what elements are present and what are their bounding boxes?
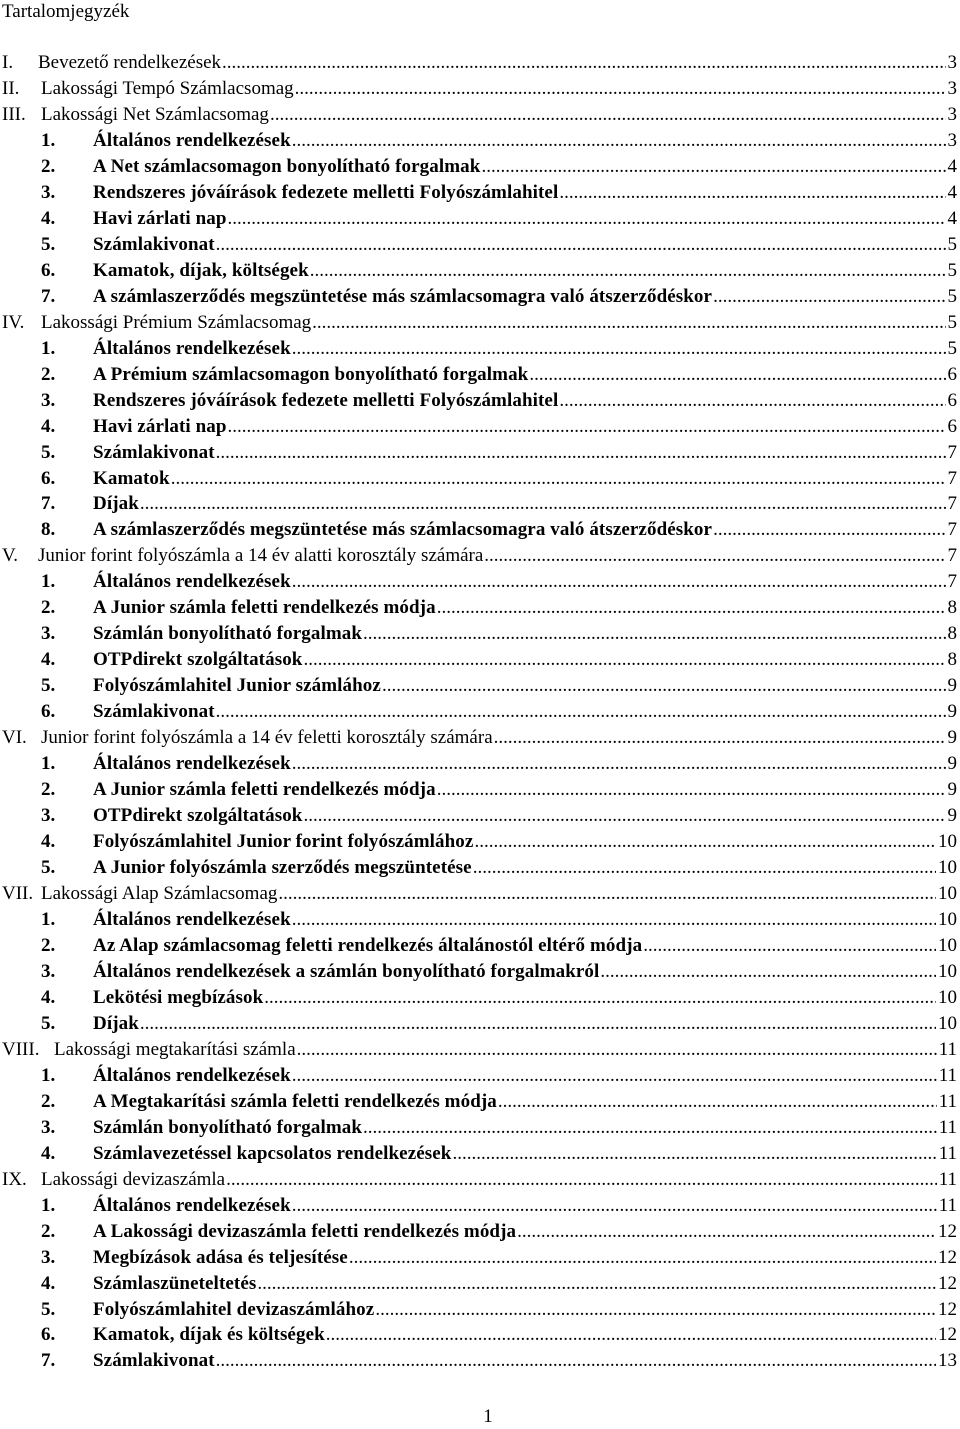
toc-entry-title: Lakossági megtakarítási számla [54, 1038, 296, 1060]
toc-entry-page: 11 [938, 1194, 957, 1216]
toc-entry-number: 3. [41, 1116, 56, 1138]
toc-entry-page: 4 [947, 155, 957, 177]
toc-entry-title: Havi zárlati nap [93, 415, 227, 437]
toc-entry-page: 11 [938, 1038, 957, 1060]
toc-entry-page: 6 [947, 389, 957, 411]
toc-section-entry[interactable] [0, 466, 960, 492]
toc-entry-number: 3. [41, 181, 56, 203]
toc-chapter-entry[interactable] [0, 725, 960, 751]
toc-entry-page: 11 [938, 1142, 957, 1164]
toc-entry-page: 10 [938, 1012, 957, 1034]
toc-entry-title: A Junior számla feletti rendelkezés módja [93, 779, 436, 801]
toc-dot-leader [363, 1115, 937, 1141]
toc-section-entry[interactable] [0, 803, 960, 829]
toc-entry-page: 7 [947, 467, 957, 489]
toc-entry-page: 7 [947, 519, 957, 541]
toc-dot-leader [349, 1245, 936, 1271]
toc-entry-title: A Megtakarítási számla feletti rendelkezés módja [93, 1090, 497, 1112]
toc-entry-title: Rendszeres jóváírások fedezete melletti Folyószámlahitel [93, 389, 559, 411]
toc-entry-page: 8 [947, 623, 957, 645]
toc-entry-title: A Net számlacsomagon bonyolítható forgalmak [93, 155, 481, 177]
toc-entry-number: 4. [41, 986, 56, 1008]
toc-dot-leader [643, 933, 936, 959]
toc-dot-leader [474, 829, 936, 855]
toc-entry-number: 7. [41, 493, 56, 515]
toc-entry-number: III. [2, 103, 26, 125]
toc-entry-page: 9 [947, 727, 957, 749]
toc-section-entry[interactable] [0, 1297, 960, 1323]
toc-entry-number: 4. [41, 831, 56, 853]
toc-entry-title: Az Alap számlacsomag feletti rendelkezés általánostól eltérő módja [93, 934, 643, 956]
toc-entry-number: V. [2, 545, 19, 567]
toc-section-entry[interactable] [0, 491, 960, 517]
toc-entry-page: 3 [947, 77, 957, 99]
toc-entry-number: 3. [41, 389, 56, 411]
toc-dot-leader [437, 777, 946, 803]
toc-entry-number: II. [2, 77, 20, 99]
toc-section-entry[interactable] [0, 621, 960, 647]
toc-dot-leader [529, 362, 945, 388]
toc-entry-number: 4. [41, 207, 56, 229]
toc-entry-page: 12 [938, 1298, 957, 1320]
page-title: Tartalomjegyzék [2, 1, 130, 22]
toc-entry-title: Lekötési megbízások [93, 986, 264, 1008]
toc-entry-title: Számlaszüneteltetés [93, 1272, 257, 1294]
toc-entry-number: 1. [41, 753, 56, 775]
toc-section-entry[interactable] [0, 1348, 960, 1374]
toc-dot-leader [292, 751, 946, 777]
toc-entry-title: Folyószámlahitel Junior forint folyószámlához [93, 831, 474, 853]
toc-dot-leader [278, 881, 936, 907]
toc-entry-title: Kamatok [93, 467, 170, 489]
toc-section-entry[interactable] [0, 699, 960, 725]
toc-section-entry[interactable] [0, 855, 960, 881]
toc-section-entry[interactable] [0, 647, 960, 673]
toc-entry-title: Számlavezetéssel kapcsolatos rendelkezések [93, 1142, 452, 1164]
toc-entry-number: 1. [41, 129, 56, 151]
toc-entry-page: 13 [938, 1350, 957, 1372]
toc-dot-leader [226, 1167, 937, 1193]
toc-dot-leader [292, 1193, 937, 1219]
page-number: 1 [483, 1406, 493, 1427]
toc-chapter-entry[interactable] [0, 310, 960, 336]
toc-entry-number: 6. [41, 701, 56, 723]
toc-entry-title: Díjak [93, 1012, 139, 1034]
toc-entry-title: Általános rendelkezések [93, 908, 291, 930]
toc-entry-title: Díjak [93, 493, 139, 515]
toc-dot-leader [297, 1037, 937, 1063]
toc-dot-leader [216, 232, 946, 258]
toc-entry-number: 7. [41, 1350, 56, 1372]
toc-section-entry[interactable] [0, 414, 960, 440]
toc-entry-title: Kamatok, díjak és költségek [93, 1324, 325, 1346]
toc-entry-title: A Junior számla feletti rendelkezés módja [93, 597, 436, 619]
toc-entry-number: 2. [41, 1090, 56, 1112]
toc-entry-number: 1. [41, 1064, 56, 1086]
toc-entry-title: Havi zárlati nap [93, 207, 227, 229]
toc-entry-page: 7 [947, 571, 957, 593]
toc-dot-leader [452, 1141, 936, 1167]
toc-dot-leader [600, 959, 936, 985]
toc-entry-title: Junior forint folyószámla a 14 év alatti korosztály számára [38, 545, 484, 567]
toc-entry-number: 5. [41, 1012, 56, 1034]
toc-entry-title: Számlakivonat [93, 233, 215, 255]
toc-entry-page: 5 [947, 311, 957, 333]
toc-entry-number: 1. [41, 908, 56, 930]
toc-dot-leader [216, 440, 946, 466]
toc-dot-leader [216, 699, 946, 725]
toc-entry-number: 3. [41, 1246, 56, 1268]
toc-entry-page: 12 [938, 1324, 957, 1346]
toc-section-entry[interactable] [0, 1011, 960, 1037]
toc-dot-leader [216, 1348, 936, 1374]
toc-section-entry[interactable] [0, 232, 960, 258]
toc-section-entry[interactable] [0, 595, 960, 621]
toc-section-entry[interactable] [0, 1271, 960, 1297]
toc-entry-title: A számlaszerződés megszüntetése más számlacsomagra való átszerződéskor [93, 519, 713, 541]
toc-entry-title: Folyószámlahitel devizaszámlához [93, 1298, 375, 1320]
toc-entry-number: 6. [41, 1324, 56, 1346]
toc-section-entry[interactable] [0, 206, 960, 232]
toc-section-entry[interactable] [0, 777, 960, 803]
toc-chapter-entry[interactable] [0, 543, 960, 569]
toc-entry-title: Általános rendelkezések [93, 1064, 291, 1086]
toc-entry-title: Számlakivonat [93, 1350, 215, 1372]
toc-entry-number: 2. [41, 779, 56, 801]
table-of-contents [0, 50, 960, 1374]
toc-section-entry[interactable] [0, 258, 960, 284]
toc-section-entry[interactable] [0, 440, 960, 466]
toc-entry-title: Lakossági Tempó Számlacsomag [41, 77, 294, 99]
toc-entry-page: 6 [947, 363, 957, 385]
toc-entry-page: 7 [947, 441, 957, 463]
toc-entry-page: 12 [938, 1272, 957, 1294]
toc-entry-page: 7 [947, 493, 957, 515]
toc-entry-title: Bevezető rendelkezések [38, 52, 222, 73]
toc-entry-number: 2. [41, 934, 56, 956]
toc-entry-number: 2. [41, 363, 56, 385]
toc-dot-leader [473, 855, 936, 881]
toc-entry-title: A Junior folyószámla szerződés megszüntetése [93, 857, 472, 879]
toc-chapter-entry[interactable] [0, 881, 960, 907]
toc-dot-leader [437, 595, 946, 621]
toc-entry-page: 6 [947, 415, 957, 437]
toc-entry-title: Számlakivonat [93, 701, 215, 723]
toc-section-entry[interactable] [0, 284, 960, 310]
toc-entry-number: 1. [41, 571, 56, 593]
toc-entry-title: Lakossági Prémium Számlacsomag [41, 311, 312, 333]
toc-entry-number: I. [2, 52, 14, 73]
toc-entry-title: Általános rendelkezések [93, 337, 291, 359]
toc-entry-title: OTPdirekt szolgáltatások [93, 805, 303, 827]
toc-dot-leader [363, 621, 945, 647]
toc-entry-number: 2. [41, 155, 56, 177]
toc-section-entry[interactable] [0, 1115, 960, 1141]
toc-entry-title: Megbízások adása és teljesítése [93, 1246, 348, 1268]
toc-dot-leader [498, 1089, 937, 1115]
toc-dot-leader [517, 1219, 936, 1245]
toc-entry-number: VI. [2, 727, 27, 749]
toc-section-entry[interactable] [0, 180, 960, 206]
toc-section-entry[interactable] [0, 154, 960, 180]
toc-entry-title: Rendszeres jóváírások fedezete melletti Folyószámlahitel [93, 181, 559, 203]
toc-section-entry[interactable] [0, 1089, 960, 1115]
toc-entry-title: Általános rendelkezések [93, 129, 291, 151]
toc-section-entry[interactable] [0, 907, 960, 933]
toc-section-entry[interactable] [0, 569, 960, 595]
toc-entry-title: A Lakossági devizaszámla feletti rendelkezés módja [93, 1220, 517, 1242]
toc-section-entry[interactable] [0, 517, 960, 543]
toc-section-entry[interactable] [0, 1245, 960, 1271]
toc-entry-title: Számlakivonat [93, 441, 215, 463]
toc-entry-page: 10 [938, 934, 957, 956]
toc-entry-number: 2. [41, 597, 56, 619]
toc-entry-page: 9 [947, 753, 957, 775]
toc-entry-number: 6. [41, 259, 56, 281]
toc-section-entry[interactable] [0, 829, 960, 855]
toc-entry-page: 8 [947, 597, 957, 619]
toc-section-entry[interactable] [0, 128, 960, 154]
toc-entry-number: 4. [41, 649, 56, 671]
toc-entry-page: 5 [947, 233, 957, 255]
toc-dot-leader [310, 258, 946, 284]
toc-entry-page: 3 [947, 103, 957, 125]
toc-entry-page: 3 [947, 129, 957, 151]
toc-entry-page: 10 [938, 908, 957, 930]
toc-entry-page: 10 [938, 883, 957, 904]
toc-section-entry[interactable] [0, 751, 960, 777]
toc-entry-number: 1. [41, 337, 56, 359]
toc-dot-leader [228, 414, 946, 440]
toc-section-entry[interactable] [0, 336, 960, 362]
toc-dot-leader [713, 517, 945, 543]
toc-entry-number: IV. [2, 311, 25, 333]
toc-dot-leader [375, 1297, 936, 1323]
toc-entry-number: 1. [41, 1194, 56, 1216]
toc-chapter-entry[interactable] [0, 76, 960, 102]
toc-section-entry[interactable] [0, 933, 960, 959]
toc-dot-leader [484, 543, 945, 569]
toc-dot-leader [140, 491, 946, 517]
toc-dot-leader [270, 102, 946, 128]
toc-entry-page: 11 [938, 1168, 957, 1190]
toc-entry-page: 9 [947, 805, 957, 827]
toc-chapter-entry[interactable] [0, 1167, 960, 1193]
toc-entry-number: 2. [41, 1220, 56, 1242]
toc-dot-leader [295, 76, 946, 102]
toc-entry-number: 5. [41, 233, 56, 255]
toc-entry-number: 8. [41, 519, 56, 541]
toc-entry-number: VIII. [2, 1038, 40, 1060]
toc-entry-number: 7. [41, 285, 56, 307]
toc-section-entry[interactable] [0, 985, 960, 1011]
toc-dot-leader [713, 284, 945, 310]
toc-dot-leader [257, 1271, 936, 1297]
toc-dot-leader [292, 1063, 937, 1089]
toc-entry-page: 12 [938, 1246, 957, 1268]
toc-entry-page: 10 [938, 831, 957, 853]
toc-dot-leader [292, 336, 946, 362]
toc-entry-page: 8 [947, 649, 957, 671]
toc-entry-title: Számlán bonyolítható forgalmak [93, 623, 363, 645]
toc-entry-number: 3. [41, 805, 56, 827]
toc-section-entry[interactable] [0, 1063, 960, 1089]
toc-section-entry[interactable] [0, 362, 960, 388]
toc-entry-page: 9 [947, 779, 957, 801]
toc-entry-number: 3. [41, 623, 56, 645]
toc-entry-page: 11 [938, 1090, 957, 1112]
toc-entry-title: Kamatok, díjak, költségek [93, 259, 309, 281]
toc-entry-title: Lakossági Alap Számlacsomag [41, 883, 278, 904]
toc-dot-leader [292, 907, 936, 933]
toc-chapter-entry[interactable] [0, 50, 960, 76]
toc-entry-title: Általános rendelkezések [93, 753, 291, 775]
toc-entry-number: IX. [2, 1168, 27, 1190]
toc-entry-title: A számlaszerződés megszüntetése más számlacsomagra való átszerződéskor [93, 285, 713, 307]
toc-entry-number: 4. [41, 415, 56, 437]
toc-chapter-entry[interactable] [0, 1037, 960, 1063]
toc-entry-page: 12 [938, 1220, 957, 1242]
toc-entry-page: 5 [947, 285, 957, 307]
toc-entry-title: Folyószámlahitel Junior számlához [93, 675, 381, 697]
toc-dot-leader [312, 310, 945, 336]
toc-dot-leader [292, 569, 946, 595]
toc-entry-title: OTPdirekt szolgáltatások [93, 649, 303, 671]
toc-entry-number: 5. [41, 441, 56, 463]
toc-section-entry[interactable] [0, 1322, 960, 1348]
toc-dot-leader [292, 128, 946, 154]
toc-entry-title: Lakossági Net Számlacsomag [41, 103, 269, 125]
toc-dot-leader [382, 673, 946, 699]
toc-dot-leader [559, 180, 945, 206]
toc-dot-leader [222, 50, 945, 76]
toc-section-entry[interactable] [0, 673, 960, 699]
toc-entry-title: Általános rendelkezések a számlán bonyolítható forgalmakról [93, 960, 600, 982]
toc-entry-title: A Prémium számlacsomagon bonyolítható forgalmak [93, 363, 529, 385]
toc-dot-leader [228, 206, 946, 232]
toc-entry-page: 9 [947, 675, 957, 697]
toc-dot-leader [171, 466, 946, 492]
toc-entry-title: Junior forint folyószámla a 14 év feletti korosztály számára [41, 727, 493, 749]
toc-chapter-entry[interactable] [0, 102, 960, 128]
toc-dot-leader [559, 388, 945, 414]
toc-section-entry[interactable] [0, 959, 960, 985]
toc-entry-number: 6. [41, 467, 56, 489]
toc-entry-number: 5. [41, 675, 56, 697]
toc-section-entry[interactable] [0, 1193, 960, 1219]
toc-entry-title: Általános rendelkezések [93, 1194, 291, 1216]
toc-entry-page: 4 [947, 207, 957, 229]
toc-entry-number: 5. [41, 1298, 56, 1320]
toc-entry-page: 10 [938, 857, 957, 879]
toc-dot-leader [303, 803, 945, 829]
toc-dot-leader [494, 725, 946, 751]
toc-entry-number: VII. [2, 883, 34, 904]
toc-entry-number: 4. [41, 1272, 56, 1294]
toc-section-entry[interactable] [0, 1141, 960, 1167]
toc-entry-number: 3. [41, 960, 56, 982]
toc-entry-title: Számlán bonyolítható forgalmak [93, 1116, 363, 1138]
toc-entry-page: 9 [947, 701, 957, 723]
toc-section-entry[interactable] [0, 388, 960, 414]
toc-section-entry[interactable] [0, 1219, 960, 1245]
toc-dot-leader [326, 1322, 936, 1348]
toc-entry-page: 3 [947, 52, 957, 73]
toc-entry-page: 5 [947, 337, 957, 359]
toc-entry-page: 10 [938, 960, 957, 982]
toc-entry-page: 7 [947, 545, 957, 567]
toc-dot-leader [481, 154, 945, 180]
toc-entry-number: 5. [41, 857, 56, 879]
toc-entry-page: 11 [938, 1116, 957, 1138]
toc-dot-leader [140, 1011, 936, 1037]
toc-entry-page: 5 [947, 259, 957, 281]
toc-entry-page: 4 [947, 181, 957, 203]
toc-entry-title: Általános rendelkezések [93, 571, 291, 593]
toc-dot-leader [264, 985, 936, 1011]
toc-dot-leader [303, 647, 945, 673]
toc-entry-title: Lakossági devizaszámla [41, 1168, 226, 1190]
toc-entry-page: 10 [938, 986, 957, 1008]
toc-entry-page: 11 [938, 1064, 957, 1086]
toc-entry-number: 4. [41, 1142, 56, 1164]
